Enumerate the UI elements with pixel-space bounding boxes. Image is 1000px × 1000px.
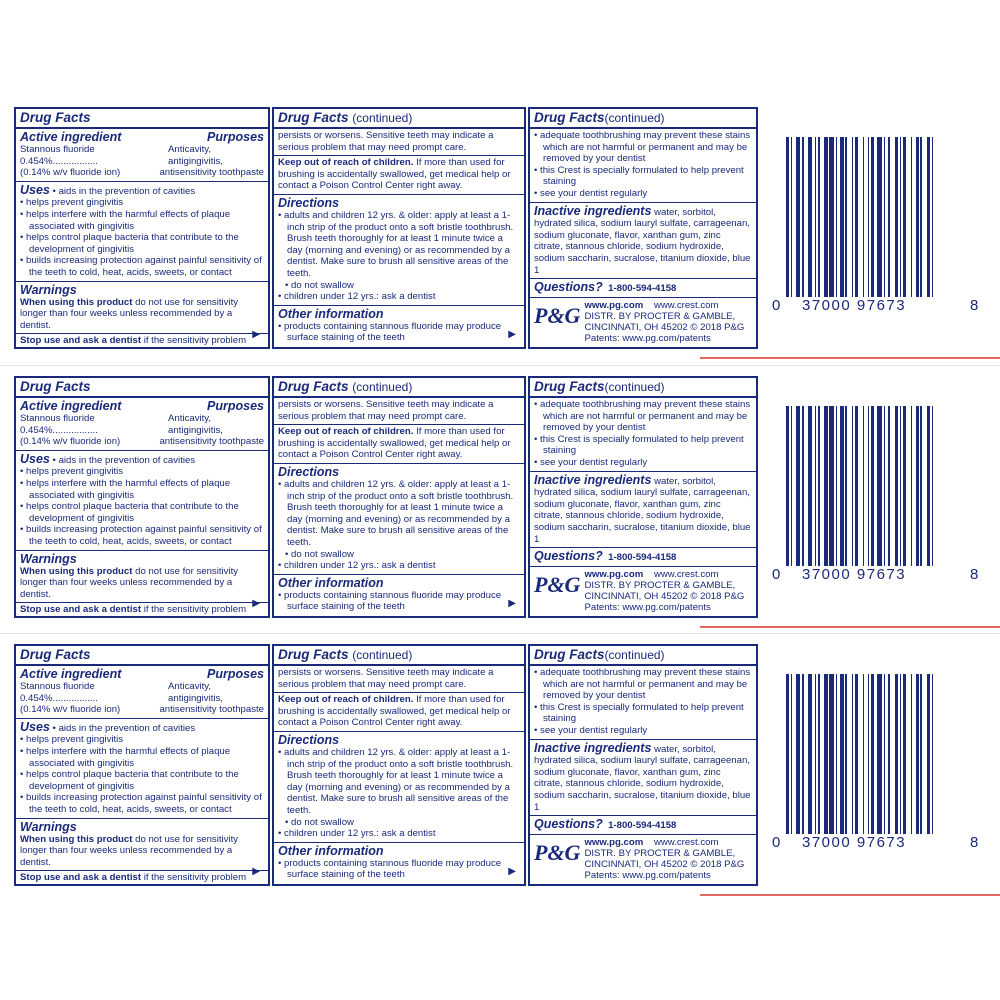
manufacturer-section <box>530 298 756 346</box>
barcode-bar <box>852 406 854 566</box>
active-ingredient-section <box>16 666 268 719</box>
patents-text: Patents: www.pg.com/patents <box>584 601 711 613</box>
drug-facts-column-3 <box>528 376 758 618</box>
stop-use-section <box>16 603 268 618</box>
patents-text: Patents: www.pg.com/patents <box>584 332 711 344</box>
other-info-section <box>274 843 524 883</box>
warnings-section <box>16 551 268 604</box>
ingredient-purpose-2: antisensitivity toothpaste <box>159 167 264 179</box>
drug-facts-continued-title <box>530 646 756 666</box>
drug-facts-continued-title <box>530 109 756 129</box>
purposes-label: Purposes <box>207 130 264 144</box>
stop-use-label: Stop use and ask a dentist <box>20 604 142 616</box>
ingredient-purpose: Anticavity, antigingivitis, <box>168 144 223 167</box>
barcode <box>772 406 996 596</box>
barcode-bar <box>855 137 858 297</box>
crest-url: www.crest.com <box>653 836 719 848</box>
pg-url: www.pg.com <box>584 836 644 848</box>
continue-arrow-icon: ▶ <box>252 866 260 878</box>
distr-line-2: CINCINNATI, OH 45202 © 2018 P&G <box>584 321 745 333</box>
barcode-first-digit: 0 <box>772 834 781 851</box>
barcode-bars <box>786 406 982 566</box>
questions-phone: 1-800-594-4158 <box>608 820 677 832</box>
other-info-section <box>274 575 524 615</box>
barcode-bar <box>836 674 838 834</box>
stop-use-label: Stop use and ask a dentist <box>20 335 142 347</box>
other-info-item: • products containing stannous fluoride may produce surface staining of the teeth <box>278 590 520 613</box>
red-accent-line <box>700 894 1000 896</box>
red-accent-line <box>700 357 1000 359</box>
barcode-bar <box>791 674 793 834</box>
drug-facts-column-3 <box>528 644 758 886</box>
barcode-bar <box>927 674 930 834</box>
purposes-label: Purposes <box>207 399 264 413</box>
directions-adults: • adults and children 12 yrs. & older: apply at least a 1-inch strip of the product onto a soft bristle toothbrush. Brush teeth thoroughly for at least 1 minute twice a day (morning and evening) or as recommended by a dentist. Make sure to brush all sensitive areas of the teeth. <box>278 747 520 817</box>
directions-adults: • adults and children 12 yrs. & older: apply at least a 1-inch strip of the product onto a soft bristle toothbrush. Brush teeth thoroughly for at least 1 minute twice a day (morning and evening) or as recommended by a dentist. Make sure to brush all sensitive areas of the teeth. <box>278 479 520 549</box>
stain-item: • adequate toothbrushing may prevent these stains which are not harmful or permanent and may be removed by your dentist <box>534 130 752 165</box>
barcode-bar <box>911 406 913 566</box>
drug-facts-title: Drug Facts <box>16 646 268 666</box>
distr-line-2: CINCINNATI, OH 45202 © 2018 P&G <box>584 858 745 870</box>
barcode-bar <box>916 674 919 834</box>
barcode-bar <box>920 406 922 566</box>
barcode-bar <box>786 406 789 566</box>
barcode-bar <box>888 674 890 834</box>
keep-out-text: If more than used for brushing is accidentally swallowed, get medical help or contact a Poison Control Center right away. <box>278 694 511 729</box>
barcode-bar <box>845 406 847 566</box>
barcode-bar <box>920 674 922 834</box>
barcode-bar <box>884 674 886 834</box>
barcode-bar <box>932 406 934 566</box>
barcode-bar <box>871 406 874 566</box>
barcode-bar <box>818 137 820 297</box>
when-using-text: do not use for sensitivity longer than four weeks unless recommended by a dentist. <box>20 565 239 600</box>
directions-swallow: • do not swallow <box>278 817 520 829</box>
barcode-bar <box>808 406 811 566</box>
continue-arrow-icon: ▶ <box>508 329 516 341</box>
keep-out-section <box>274 693 524 732</box>
keep-out-text: If more than used for brushing is accidentally swallowed, get medical help or contact a Poison Control Center right away. <box>278 426 511 461</box>
barcode-bar <box>829 406 834 566</box>
barcode-bar <box>791 137 793 297</box>
pg-logo: P&G <box>534 302 581 328</box>
barcode-bar <box>796 406 801 566</box>
crest-url: www.crest.com <box>653 568 719 580</box>
barcode-bar <box>877 406 882 566</box>
uses-label: Uses <box>20 182 50 197</box>
warnings-label: Warnings <box>20 551 77 566</box>
barcode-bar <box>932 674 934 834</box>
barcode-bar <box>877 137 882 297</box>
uses-item: • builds increasing protection against painful sensitivity of the teeth to cold, heat, acids, sweets, or contact <box>20 255 264 278</box>
continue-arrow-icon: ▶ <box>508 598 516 610</box>
drug-facts-title: Drug Facts <box>278 379 349 394</box>
stain-item: • adequate toothbrushing may prevent these stains which are not harmful or permanent and may be removed by your dentist <box>534 399 752 434</box>
stop-use-text: if the sensitivity problem <box>141 872 247 884</box>
drug-facts-continued-title <box>274 109 524 129</box>
label-panel <box>0 365 1000 628</box>
barcode-bar <box>796 137 801 297</box>
uses-first-item: aids in the prevention of cavities <box>58 722 196 734</box>
active-ingredient-label: Active ingredient <box>20 130 122 144</box>
inactive-ingredients-text: water, sorbitol, hydrated silica, sodium lauryl sulfate, carrageenan, sodium gluconate, flavor, xanthan gum, zinc citrate, stannous chloride, sodium hydroxide, sodium saccharin, sucralose, titanium dioxide, blue 1 <box>534 206 751 276</box>
barcode-bar <box>808 674 811 834</box>
barcode-bar <box>796 674 801 834</box>
uses-item: • helps control plaque bacteria that contribute to the development of gingivitis <box>20 501 264 524</box>
other-info-label: Other information <box>278 306 384 321</box>
distr-line-1: DISTR. BY PROCTER & GAMBLE, <box>584 847 736 859</box>
persists-section <box>274 398 524 425</box>
barcode-bar <box>868 137 870 297</box>
barcode-first-digit: 0 <box>772 566 781 583</box>
drug-facts-title: Drug Facts <box>16 109 268 129</box>
stop-use-text: if the sensitivity problem <box>141 335 247 347</box>
barcode-bars <box>786 674 982 834</box>
warnings-label: Warnings <box>20 282 77 297</box>
uses-item: • helps prevent gingivitis <box>20 734 264 746</box>
drug-facts-column-1 <box>14 376 270 618</box>
ingredient-concentration: (0.14% w/v fluoride ion) <box>20 436 121 448</box>
keep-out-section <box>274 425 524 464</box>
barcode-bar <box>840 137 843 297</box>
stain-item: • see your dentist regularly <box>534 188 752 200</box>
stain-info-section <box>530 666 756 740</box>
uses-item: • builds increasing protection against painful sensitivity of the teeth to cold, heat, acids, sweets, or contact <box>20 524 264 547</box>
stain-item: • this Crest is specially formulated to help prevent staining <box>534 702 752 725</box>
stain-item: • see your dentist regularly <box>534 725 752 737</box>
continued-label: (continued) <box>604 111 665 125</box>
uses-item: • helps prevent gingivitis <box>20 466 264 478</box>
other-info-label: Other information <box>278 575 384 590</box>
warnings-section <box>16 819 268 872</box>
pg-url: www.pg.com <box>584 568 644 580</box>
drug-facts-continued-title <box>274 378 524 398</box>
inactive-ingredients-section <box>530 740 756 817</box>
barcode-bar <box>884 406 886 566</box>
barcode-bar <box>927 137 930 297</box>
stain-info-section <box>530 129 756 203</box>
barcode-bar <box>863 406 865 566</box>
barcode-bar <box>824 137 827 297</box>
ingredient-purpose: Anticavity, antigingivitis, <box>168 413 223 436</box>
questions-section <box>530 548 756 567</box>
barcode-middle-digits: 37000 97673 <box>802 297 907 314</box>
barcode-bar <box>884 137 886 297</box>
questions-phone: 1-800-594-4158 <box>608 552 677 564</box>
uses-first-item: aids in the prevention of cavities <box>58 185 196 197</box>
barcode-bar <box>836 406 838 566</box>
uses-first-item: aids in the prevention of cavities <box>58 454 196 466</box>
barcode-bar <box>802 406 804 566</box>
stain-item: • adequate toothbrushing may prevent these stains which are not harmful or permanent and may be removed by your dentist <box>534 667 752 702</box>
drug-facts-continued-title <box>530 378 756 398</box>
stop-use-section <box>16 334 268 349</box>
directions-label: Directions <box>278 732 340 747</box>
stain-info-section <box>530 398 756 472</box>
barcode <box>772 137 996 327</box>
pg-logo: P&G <box>534 839 581 865</box>
barcode-bar <box>932 137 934 297</box>
barcode-last-digit: 8 <box>970 834 979 851</box>
barcode-bar <box>855 406 858 566</box>
active-ingredient-section <box>16 398 268 451</box>
other-info-label: Other information <box>278 843 384 858</box>
barcode-bar <box>871 137 874 297</box>
directions-children: • children under 12 yrs.: ask a dentist <box>278 828 520 840</box>
label-panel <box>0 97 1000 359</box>
patents-text: Patents: www.pg.com/patents <box>584 869 711 881</box>
active-ingredient-section <box>16 129 268 182</box>
ingredient-purpose: Anticavity, antigingivitis, <box>168 681 223 704</box>
drug-facts-column-2 <box>272 376 526 618</box>
persists-text: persists or worsens. Sensitive teeth may indicate a serious problem that may need prompt care. <box>278 667 494 690</box>
when-using-label: When using this product <box>20 565 133 577</box>
barcode-bar <box>916 406 919 566</box>
drug-facts-title: Drug Facts <box>16 378 268 398</box>
continued-label: (continued) <box>352 380 413 394</box>
barcode-bar <box>815 137 817 297</box>
distr-line-2: CINCINNATI, OH 45202 © 2018 P&G <box>584 590 745 602</box>
barcode-bar <box>903 406 906 566</box>
warnings-section <box>16 282 268 335</box>
drug-facts-title: Drug Facts <box>278 647 349 662</box>
barcode-bar <box>852 137 854 297</box>
distr-line-1: DISTR. BY PROCTER & GAMBLE, <box>584 579 736 591</box>
label-panel <box>0 633 1000 896</box>
uses-item: • helps control plaque bacteria that contribute to the development of gingivitis <box>20 769 264 792</box>
barcode-bar <box>802 674 804 834</box>
continued-label: (continued) <box>352 111 413 125</box>
directions-children: • children under 12 yrs.: ask a dentist <box>278 560 520 572</box>
barcode-bar <box>903 137 906 297</box>
barcode-bar <box>895 406 898 566</box>
barcode-bar <box>900 406 902 566</box>
barcode-bar <box>888 137 890 297</box>
persists-text: persists or worsens. Sensitive teeth may indicate a serious problem that may need prompt care. <box>278 130 494 153</box>
inactive-ingredients-label: Inactive ingredients <box>534 203 652 218</box>
uses-item: • helps interfere with the harmful effects of plaque associated with gingivitis <box>20 478 264 501</box>
purposes-label: Purposes <box>207 667 264 681</box>
directions-label: Directions <box>278 195 340 210</box>
directions-label: Directions <box>278 464 340 479</box>
barcode-bar <box>868 674 870 834</box>
barcode-bar <box>911 137 913 297</box>
ingredient-purpose-2: antisensitivity toothpaste <box>159 436 264 448</box>
barcode-bar <box>824 406 827 566</box>
barcode-bar <box>863 137 865 297</box>
ingredient-name: Stannous fluoride 0.454%................. <box>20 681 98 704</box>
barcode-bar <box>895 674 898 834</box>
barcode-bar <box>911 674 913 834</box>
barcode-bar <box>868 406 870 566</box>
inactive-ingredients-section <box>530 472 756 549</box>
persists-section <box>274 666 524 693</box>
stop-use-text: if the sensitivity problem <box>141 604 247 616</box>
persists-text: persists or worsens. Sensitive teeth may indicate a serious problem that may need prompt care. <box>278 399 494 422</box>
barcode-bar <box>871 674 874 834</box>
keep-out-label: Keep out of reach of children. <box>278 426 414 438</box>
inactive-ingredients-label: Inactive ingredients <box>534 740 652 755</box>
continue-arrow-icon: ▶ <box>252 329 260 341</box>
barcode-last-digit: 8 <box>970 297 979 314</box>
stain-item: • see your dentist regularly <box>534 457 752 469</box>
stop-use-section <box>16 871 268 886</box>
barcode-bar <box>818 406 820 566</box>
ingredient-purpose-2: antisensitivity toothpaste <box>159 704 264 716</box>
inactive-ingredients-label: Inactive ingredients <box>534 472 652 487</box>
uses-item: • helps interfere with the harmful effects of plaque associated with gingivitis <box>20 746 264 769</box>
pg-url: www.pg.com <box>584 299 644 311</box>
barcode-bar <box>808 137 811 297</box>
barcode-last-digit: 8 <box>970 566 979 583</box>
active-ingredient-label: Active ingredient <box>20 667 122 681</box>
pg-logo: P&G <box>534 571 581 597</box>
inactive-ingredients-text: water, sorbitol, hydrated silica, sodium lauryl sulfate, carrageenan, sodium gluconate, flavor, xanthan gum, zinc citrate, stannous chloride, sodium hydroxide, sodium saccharin, sucralose, titanium dioxide, blue 1 <box>534 475 751 545</box>
drug-facts-column-2 <box>272 107 526 349</box>
continue-arrow-icon: ▶ <box>508 866 516 878</box>
barcode-bar <box>877 674 882 834</box>
questions-label: Questions? <box>534 280 603 295</box>
manufacturer-section <box>530 567 756 615</box>
ingredient-name: Stannous fluoride 0.454%................. <box>20 413 98 436</box>
other-info-item: • products containing stannous fluoride may produce surface staining of the teeth <box>278 321 520 344</box>
barcode-bar <box>818 674 820 834</box>
when-using-text: do not use for sensitivity longer than four weeks unless recommended by a dentist. <box>20 833 239 868</box>
drug-facts-continued-title <box>274 646 524 666</box>
keep-out-label: Keep out of reach of children. <box>278 694 414 706</box>
uses-item: • helps control plaque bacteria that contribute to the development of gingivitis <box>20 232 264 255</box>
stain-item: • this Crest is specially formulated to help prevent staining <box>534 165 752 188</box>
barcode-bar <box>791 406 793 566</box>
barcode-bar <box>815 674 817 834</box>
drug-facts-title: Drug Facts <box>534 647 605 662</box>
stop-use-label: Stop use and ask a dentist <box>20 872 142 884</box>
uses-label: Uses <box>20 451 50 466</box>
uses-section: Uses • aids in the prevention of cavities • helps prevent gingivitis • helps interfere with the harmful effects of plaque associated with gingivitis • helps control plaque bacteria that contribute to the development of gingivitis • builds increasing protection against painful sensitivity of the teeth to cold, heat, acids, sweets, or contact <box>16 182 268 282</box>
red-accent-line <box>700 626 1000 628</box>
when-using-label: When using this product <box>20 296 133 308</box>
inactive-ingredients-section <box>530 203 756 280</box>
ingredient-name: Stannous fluoride 0.454%................. <box>20 144 98 167</box>
keep-out-text: If more than used for brushing is accidentally swallowed, get medical help or contact a Poison Control Center right away. <box>278 157 511 192</box>
drug-facts-column-3 <box>528 107 758 349</box>
drug-facts-column-1 <box>14 644 270 886</box>
barcode-bar <box>895 137 898 297</box>
barcode-bar <box>840 406 843 566</box>
uses-item: • builds increasing protection against painful sensitivity of the teeth to cold, heat, acids, sweets, or contact <box>20 792 264 815</box>
active-ingredient-label: Active ingredient <box>20 399 122 413</box>
drug-facts-column-1 <box>14 107 270 349</box>
barcode-bar <box>903 674 906 834</box>
stain-item: • this Crest is specially formulated to help prevent staining <box>534 434 752 457</box>
barcode-bar <box>786 137 789 297</box>
barcode-bar <box>863 674 865 834</box>
questions-phone: 1-800-594-4158 <box>608 283 677 295</box>
uses-item: • helps interfere with the harmful effects of plaque associated with gingivitis <box>20 209 264 232</box>
barcode <box>772 674 996 864</box>
barcode-bar <box>829 674 834 834</box>
directions-adults: • adults and children 12 yrs. & older: apply at least a 1-inch strip of the product onto a soft bristle toothbrush. Brush teeth thoroughly for at least 1 minute twice a day (morning and evening) or as recommended by a dentist. Make sure to brush all sensitive areas of the teeth. <box>278 210 520 280</box>
barcode-middle-digits: 37000 97673 <box>802 834 907 851</box>
ingredient-concentration: (0.14% w/v fluoride ion) <box>20 704 121 716</box>
barcode-bar <box>916 137 919 297</box>
barcode-bar <box>786 674 789 834</box>
barcode-bar <box>836 137 838 297</box>
barcode-bar <box>852 674 854 834</box>
uses-section: Uses • aids in the prevention of cavities • helps prevent gingivitis • helps interfere with the harmful effects of plaque associated with gingivitis • helps control plaque bacteria that contribute to the development of gingivitis • builds increasing protection against painful sensitivity of the teeth to cold, heat, acids, sweets, or contact <box>16 719 268 819</box>
barcode-bar <box>840 674 843 834</box>
continued-label: (continued) <box>604 648 665 662</box>
keep-out-section <box>274 156 524 195</box>
barcode-bar <box>900 137 902 297</box>
barcode-bar <box>824 674 827 834</box>
distr-line-1: DISTR. BY PROCTER & GAMBLE, <box>584 310 736 322</box>
barcode-bar <box>845 674 847 834</box>
questions-label: Questions? <box>534 817 603 832</box>
directions-section <box>274 195 524 306</box>
directions-section <box>274 464 524 575</box>
barcode-bar <box>920 137 922 297</box>
drug-facts-column-2 <box>272 644 526 886</box>
uses-section: Uses • aids in the prevention of cavities • helps prevent gingivitis • helps interfere with the harmful effects of plaque associated with gingivitis • helps control plaque bacteria that contribute to the development of gingivitis • builds increasing protection against painful sensitivity of the teeth to cold, heat, acids, sweets, or contact <box>16 451 268 551</box>
when-using-label: When using this product <box>20 833 133 845</box>
barcode-bar <box>855 674 858 834</box>
ingredient-concentration: (0.14% w/v fluoride ion) <box>20 167 121 179</box>
inactive-ingredients-text: water, sorbitol, hydrated silica, sodium lauryl sulfate, carrageenan, sodium gluconate, flavor, xanthan gum, zinc citrate, stannous chloride, sodium hydroxide, sodium saccharin, sucralose, titanium dioxide, blue 1 <box>534 743 751 813</box>
continued-label: (continued) <box>604 380 665 394</box>
questions-section <box>530 816 756 835</box>
other-info-item: • products containing stannous fluoride may produce surface staining of the teeth <box>278 858 520 881</box>
crest-url: www.crest.com <box>653 299 719 311</box>
manufacturer-section <box>530 835 756 883</box>
continue-arrow-icon: ▶ <box>252 598 260 610</box>
uses-item: • helps prevent gingivitis <box>20 197 264 209</box>
directions-swallow: • do not swallow <box>278 280 520 292</box>
continued-label: (continued) <box>352 648 413 662</box>
barcode-bar <box>900 674 902 834</box>
when-using-text: do not use for sensitivity longer than four weeks unless recommended by a dentist. <box>20 296 239 331</box>
other-info-section <box>274 306 524 346</box>
barcode-bar <box>927 406 930 566</box>
barcode-bar <box>815 406 817 566</box>
barcode-bars <box>786 137 982 297</box>
warnings-label: Warnings <box>20 819 77 834</box>
directions-swallow: • do not swallow <box>278 549 520 561</box>
uses-label: Uses <box>20 719 50 734</box>
directions-section <box>274 732 524 843</box>
drug-facts-title: Drug Facts <box>534 110 605 125</box>
barcode-middle-digits: 37000 97673 <box>802 566 907 583</box>
barcode-bar <box>829 137 834 297</box>
questions-label: Questions? <box>534 549 603 564</box>
drug-facts-title: Drug Facts <box>278 110 349 125</box>
directions-children: • children under 12 yrs.: ask a dentist <box>278 291 520 303</box>
questions-section <box>530 279 756 298</box>
barcode-first-digit: 0 <box>772 297 781 314</box>
barcode-bar <box>802 137 804 297</box>
barcode-bar <box>888 406 890 566</box>
barcode-bar <box>845 137 847 297</box>
drug-facts-title: Drug Facts <box>534 379 605 394</box>
persists-section <box>274 129 524 156</box>
keep-out-label: Keep out of reach of children. <box>278 157 414 169</box>
